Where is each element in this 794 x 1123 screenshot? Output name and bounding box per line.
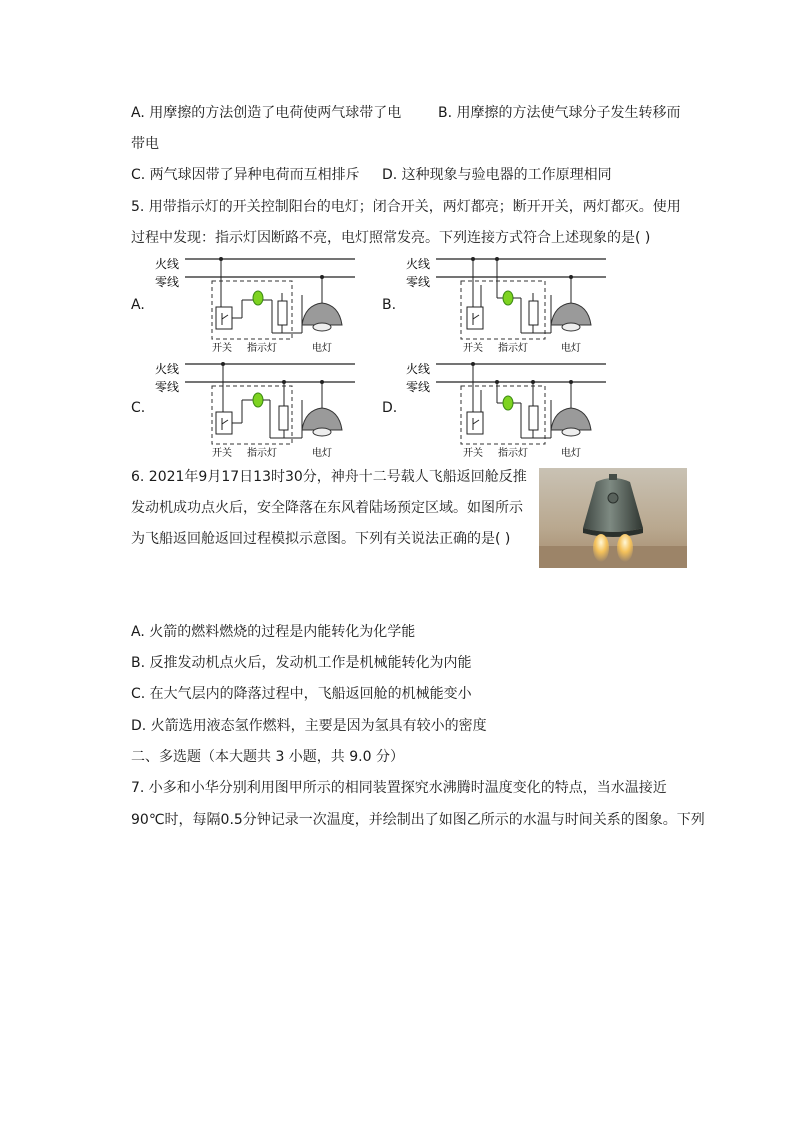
q4-option-c: C. 两气球因带了异种电荷而互相排斥 [131,167,360,183]
lamp-label: 电灯 [312,343,332,354]
q6-stem-line1: 6. 2021年9月17日13时30分，神舟十二号载人飞船返回舱反推 [131,469,527,485]
circuit-diagram-a [150,255,360,355]
switch-label: 开关 [463,448,483,459]
q4-option-d: D. 这种现象与验电器的工作原理相同 [382,167,612,183]
section-heading-multiple-choice: 二、多选题（本大题共 3 小题，共 9.0 分） [131,749,404,765]
circuit-diagram-b [403,255,613,355]
lamp-label: 电灯 [561,343,581,354]
q4-option-b: B. 用摩擦的方法使气球分子发生转移而 [438,105,681,121]
q5-option-a-letter: A. [131,297,145,313]
zero-wire-label: 零线 [155,275,180,289]
q7-stem-line2: 90℃时，每隔0.5分钟记录一次温度，并绘制出了如图乙所示的水温与时间关系的图象。下列 [131,812,705,828]
q7-stem-line1: 7. 小多和小华分别利用图甲所示的相同装置探究水沸腾时温度变化的特点，当水温接近 [131,780,667,796]
return-capsule-photo [539,468,687,568]
q6-stem-line2: 发动机成功点火后，安全降落在东风着陆场预定区域。如图所示 [131,500,523,516]
q5-stem-line2: 过程中发现：指示灯因断路不亮，电灯照常发亮。下列连接方式符合上述现象的是( ) [131,230,651,246]
q6-option-b: B. 反推发动机点火后，发动机工作是机械能转化为内能 [131,655,472,671]
circuit-diagram-d [403,360,613,460]
lamp-label: 电灯 [312,448,332,459]
zero-wire-label: 零线 [406,380,431,394]
switch-label: 开关 [212,343,232,354]
q6-option-d: D. 火箭选用液态氢作燃料，主要是因为氢具有较小的密度 [131,718,487,734]
indicator-label: 指示灯 [498,448,528,459]
circuit-diagram-c [150,360,360,460]
fire-wire-label: 火线 [155,362,180,376]
q6-stem-line3: 为飞船返回舱返回过程模拟示意图。下列有关说法正确的是( ) [131,531,511,547]
q5-option-c-letter: C. [131,400,146,416]
switch-label: 开关 [463,343,483,354]
indicator-label: 指示灯 [247,448,277,459]
indicator-label: 指示灯 [498,343,528,354]
q5-option-d-letter: D. [382,400,398,416]
q5-option-b-letter: B. [382,297,397,313]
q4-option-a: A. 用摩擦的方法创造了电荷使两气球带了电 [131,105,402,121]
q6-option-c: C. 在大气层内的降落过程中，飞船返回舱的机械能变小 [131,686,472,702]
fire-wire-label: 火线 [155,257,180,271]
switch-label: 开关 [212,448,232,459]
fire-wire-label: 火线 [406,362,431,376]
zero-wire-label: 零线 [155,380,180,394]
zero-wire-label: 零线 [406,275,431,289]
lamp-label: 电灯 [561,448,581,459]
q5-stem-line1: 5. 用带指示灯的开关控制阳台的电灯；闭合开关，两灯都亮；断开开关，两灯都灭。使用 [131,199,681,215]
q4-option-b-continued: 带电 [131,136,159,152]
fire-wire-label: 火线 [406,257,431,271]
q6-option-a: A. 火箭的燃料燃烧的过程是内能转化为化学能 [131,624,416,640]
indicator-label: 指示灯 [247,343,277,354]
